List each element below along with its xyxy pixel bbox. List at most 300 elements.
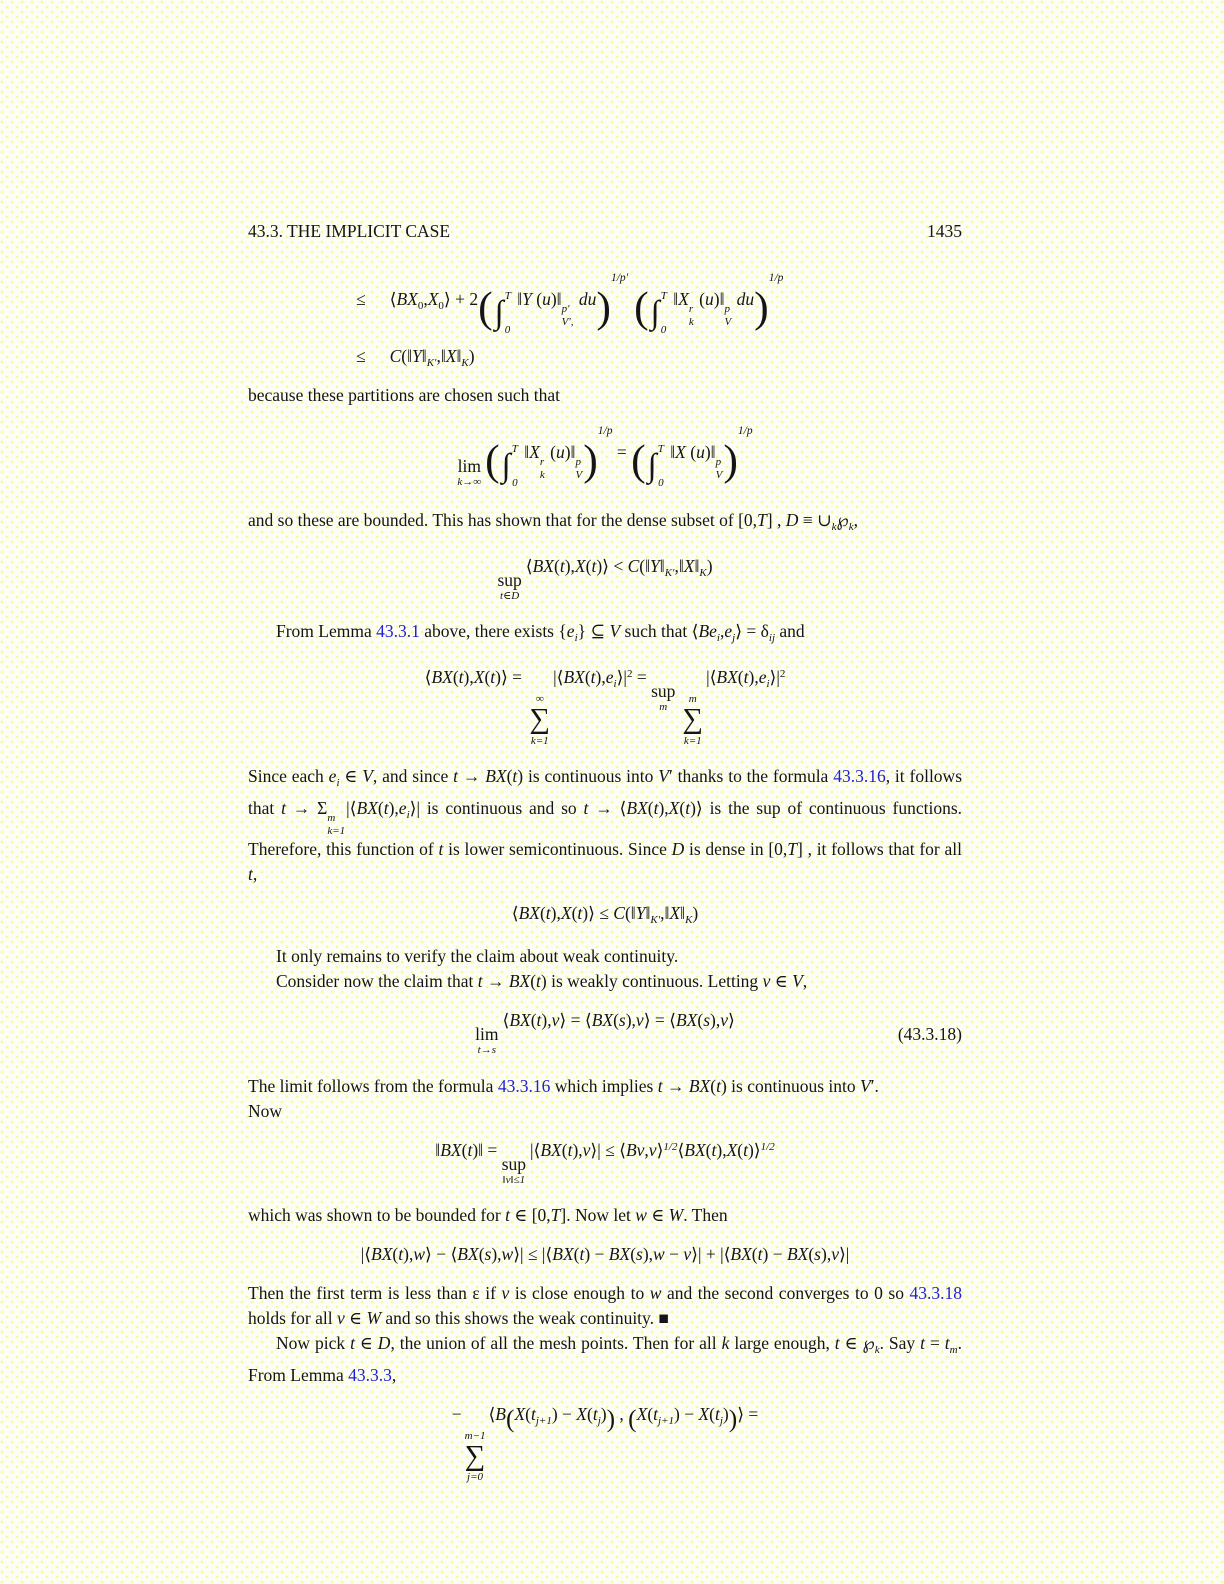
math-t: ( (554, 555, 560, 576)
math-sub: j+1 (658, 1414, 674, 1427)
math-t: ( (630, 1244, 637, 1265)
math-und: sup t∈D (497, 569, 522, 602)
math-t: holds for all (248, 1307, 337, 1328)
math-t: |⟨ (530, 1139, 541, 1160)
math-sub: i (336, 777, 340, 790)
math-und: sup m (651, 681, 676, 714)
display-eq-mesh-sum (248, 1405, 962, 1484)
math-t: Since each (248, 766, 329, 787)
math-big: ( (631, 436, 646, 485)
math-i: D (377, 1332, 391, 1353)
math-t: ( (506, 766, 513, 787)
math-i: BX (552, 1244, 574, 1265)
math-i: du (732, 289, 755, 309)
math-i: BX (591, 1009, 614, 1030)
math-i: u (705, 289, 714, 309)
math-sub: K (461, 356, 469, 369)
math-i: t (490, 667, 496, 688)
math-sum: m−1 ∑ j=0 (464, 1429, 486, 1484)
math-i: s (703, 1009, 711, 1030)
math-t: ⟩ = δ (735, 621, 769, 642)
math-t: Then the first term is less than ε if (248, 1282, 502, 1303)
math-t: ) (722, 1403, 729, 1424)
math-t: ≤ (356, 345, 366, 366)
math-t: |⟨ (360, 1244, 372, 1265)
para-now-pick (248, 1331, 962, 1388)
math-big: ) (606, 1404, 616, 1433)
math-t: ⟩ = ⟨ (643, 1009, 676, 1030)
math-t: is continuous and so (419, 798, 584, 819)
math-i: X (636, 1403, 648, 1424)
math-i: t (559, 555, 565, 576)
math-und: lim k→∞ (457, 456, 482, 489)
math-t: , (853, 509, 858, 530)
math-i: X (669, 903, 681, 924)
math-t: ⟨ (511, 903, 519, 924)
math-t: ⟩| ≤ ⟨ (590, 1139, 626, 1160)
math-i: t (711, 1139, 717, 1160)
math-sub: i (613, 678, 617, 691)
display-eq-43-3-18 (248, 1011, 962, 1057)
math-t: is close enough to (509, 1282, 650, 1303)
math-t: ∈ (339, 766, 363, 787)
math-sub: i (716, 632, 720, 645)
math-t: , (423, 289, 428, 309)
math-i: X (698, 1403, 710, 1424)
math-t: ( (461, 1139, 468, 1160)
math-t: ⟩ − ⟨ (425, 1244, 458, 1265)
math-t: ) (403, 1244, 409, 1265)
math-i: X (678, 289, 689, 309)
math-i: t (579, 1244, 585, 1265)
math-i: u (542, 289, 551, 309)
math-t: )⟩ = (495, 667, 527, 688)
math-t: ⟨ (525, 555, 533, 576)
math-t: , it follows that (248, 766, 963, 819)
math-i: t (653, 1403, 659, 1424)
math-t: = (925, 1332, 945, 1353)
math-big: ( (485, 436, 500, 485)
math-t: ,‖ (436, 345, 446, 366)
math-t: , (601, 667, 606, 688)
math-i: t (757, 1244, 763, 1265)
math-bsup: 1/p (768, 272, 784, 284)
math-big: ( (478, 283, 493, 332)
display-eq-limit (248, 425, 962, 491)
para-bounded-for-t (248, 1203, 962, 1228)
math-i: Y (635, 903, 646, 924)
math-t: , (754, 667, 759, 688)
math-t: ( (808, 1244, 815, 1265)
math-i: t (248, 864, 253, 885)
math-t: ‖ (665, 442, 676, 463)
math-i: BX (371, 1244, 393, 1265)
math-t: ) (748, 667, 755, 688)
math-t: ∈ (839, 1332, 863, 1353)
math-t: ⟨ (488, 1403, 496, 1424)
math-i: t (477, 970, 483, 991)
math-i: X (576, 1403, 587, 1424)
math-t: ( (561, 1139, 568, 1160)
math-i: t (545, 903, 551, 924)
math-big: ) (728, 1404, 738, 1433)
math-i: s (814, 1244, 821, 1265)
math-i: V (362, 766, 373, 787)
math-big: ) (583, 436, 598, 485)
math-ss: p V (724, 303, 732, 328)
math-t: ‖ (659, 555, 665, 576)
math-t: → (457, 766, 486, 787)
display-eq-sum (248, 668, 962, 747)
math-ss: r k (688, 303, 694, 328)
math-t: ) (550, 903, 557, 924)
math-t: ′ thanks to the formula (668, 766, 834, 787)
math-i: t (592, 1403, 598, 1424)
display-eq-norm-sup (248, 1141, 962, 1187)
para-limit-follows (248, 1074, 962, 1124)
math-t: is dense in [0, (684, 839, 788, 860)
math-t: |⟨ (553, 667, 564, 688)
math-i: T (550, 1205, 561, 1226)
math-t: ) (463, 667, 470, 688)
math-i: BX (518, 903, 540, 924)
math-t: which was shown to be bounded for (248, 1205, 506, 1226)
math-t: , (826, 1244, 832, 1265)
math-i: t (567, 1139, 573, 1160)
qed-square: ■ (658, 1307, 669, 1328)
math-t: ⟩| ≤ |⟨ (513, 1244, 553, 1265)
math-t: ⟩ (728, 1009, 735, 1030)
math-t: From Lemma (276, 621, 377, 642)
math-t: ‖ (645, 903, 651, 924)
math-t: [0, (738, 509, 758, 530)
math-t: ) (642, 1244, 649, 1265)
math-und: sup ‖v‖≤1 (501, 1153, 526, 1186)
math-t: , (408, 1244, 414, 1265)
script-P: ℘ (862, 1332, 875, 1353)
math-i: w (635, 1205, 647, 1226)
math-t: , (556, 903, 561, 924)
math-i: V (609, 621, 621, 642)
math-sub: k (848, 520, 854, 533)
math-t: ∈ (354, 1332, 378, 1353)
math-t: |⟨ (346, 798, 357, 819)
math-sub: j+1 (535, 1414, 552, 1427)
math-i: X (427, 289, 439, 309)
math-t: , (578, 1139, 583, 1160)
math-t: ( (377, 798, 384, 819)
math-sub: k (874, 1343, 880, 1356)
math-i: v (831, 1244, 839, 1265)
math-t: and (775, 621, 805, 642)
math-t: ( (478, 1244, 485, 1265)
math-t: , (644, 1139, 649, 1160)
math-sub: m (949, 1343, 958, 1356)
math-t: )‖ (704, 442, 716, 463)
math-t: is continuous into (523, 766, 659, 787)
math-t: is continuous into (726, 1075, 860, 1096)
math-i: W (668, 1205, 684, 1226)
math-i: e (328, 766, 337, 787)
math-i: X (668, 798, 680, 819)
math-i: t (591, 555, 597, 576)
math-i: X (574, 555, 586, 576)
math-t: ‖ (512, 289, 523, 309)
math-t: ( (709, 1403, 715, 1424)
para-consider (248, 969, 962, 994)
math-sub: ij (768, 632, 776, 645)
math-t: , (802, 970, 808, 991)
math-i: v (648, 1139, 657, 1160)
math-i: BX (540, 1139, 562, 1160)
math-t: ) (541, 1009, 548, 1030)
math-t: − (557, 1403, 577, 1424)
math-t: ( (539, 903, 546, 924)
math-i: BX (675, 1009, 698, 1030)
math-t: ) (564, 555, 571, 576)
math-i: BX (716, 667, 738, 688)
math-t: and so these are bounded. This has shown that for the dense subset of (248, 509, 739, 530)
math-t: , (631, 1009, 636, 1030)
math-i: BX (457, 1244, 479, 1265)
math-i: T (757, 509, 767, 530)
math-i: e (398, 798, 407, 819)
math-t: (‖ (624, 903, 636, 924)
math-i: C (389, 345, 402, 366)
math-t: ( (697, 1009, 704, 1030)
ref-link-43.3.16[interactable]: 43.3.16 (833, 766, 886, 787)
math-sup: 1/2 (760, 1140, 775, 1153)
math-t: ( (530, 970, 537, 991)
math-t: ‖ (694, 555, 700, 576)
math-sub: K′ (426, 356, 437, 369)
ref-link-43.3.16[interactable]: 43.3.16 (497, 1075, 551, 1096)
math-t: ‖ (668, 289, 679, 309)
math-i: B (495, 1403, 506, 1424)
math-sum: ∞ ∑ k=1 (529, 693, 551, 747)
math-int: ∫ T 0 (647, 442, 664, 489)
math-sub: K′ (650, 914, 661, 927)
math-i: X (560, 903, 572, 924)
math-i: s (636, 1244, 643, 1265)
math-i: t (834, 1332, 840, 1353)
math-ss: p V (575, 456, 583, 481)
math-i: t (383, 798, 389, 819)
math-t: . Say (879, 1332, 921, 1353)
math-t: − (590, 1244, 609, 1265)
math-ss: r k (539, 456, 545, 481)
math-i: t (743, 1139, 748, 1160)
math-i: t (438, 839, 444, 860)
math-t: , (648, 1244, 654, 1265)
math-i: C (627, 555, 640, 576)
math-ss: p V (715, 456, 723, 481)
math-i: e (605, 667, 614, 688)
math-sub: K′ (664, 566, 675, 579)
math-t: and the second converges to 0 so (661, 1282, 910, 1303)
math-i: t (512, 766, 518, 787)
math-t: )⟩ < (596, 555, 628, 576)
math-big: ) (723, 436, 738, 485)
math-t: ) (491, 1244, 498, 1265)
math-i: X (726, 1139, 738, 1160)
math-t: ) (706, 555, 713, 576)
math-t: , (664, 798, 669, 819)
math-t: Consider now the claim that (276, 970, 478, 991)
math-i: BX (563, 667, 585, 688)
math-t: , (391, 1364, 397, 1385)
math-t: ⟩ (656, 1139, 664, 1160)
math-i: t (714, 1403, 720, 1424)
running-header (248, 221, 962, 242)
math-t: ( (710, 1075, 717, 1096)
math-i: BX (508, 970, 531, 991)
math-i: u (696, 442, 705, 463)
math-t: ∈ (646, 1205, 669, 1226)
math-t: , (394, 798, 399, 819)
math-t: ∈ (770, 970, 793, 991)
math-t: such that ⟨ (620, 621, 699, 642)
math-t: )‖ = (472, 1139, 502, 1160)
math-t: ( (613, 1009, 619, 1030)
math-t: ) (692, 903, 699, 924)
math-t: ( (737, 1139, 744, 1160)
math-t: ,‖ (660, 903, 670, 924)
math-t: − (664, 1244, 684, 1265)
math-t: = (612, 442, 632, 463)
math-t: ,‖ (674, 555, 684, 576)
math-i: t (453, 766, 458, 787)
math-i: w (413, 1244, 426, 1265)
math-t: } ⊆ (577, 621, 610, 642)
ref-link-43.3.3[interactable]: 43.3.3 (348, 1364, 392, 1385)
math-i: t (657, 1075, 663, 1096)
math-t: ) (710, 1009, 716, 1030)
math-t: )‖ (564, 442, 576, 463)
ref-link-43.3.18[interactable]: 43.3.18 (909, 1282, 962, 1303)
equation-tag: (43.3.18) (897, 1023, 962, 1044)
math-t: ⟩| (838, 1244, 850, 1265)
para-since-each (248, 764, 962, 887)
math-t: )⟩ (747, 1139, 761, 1160)
math-t: ( (679, 798, 686, 819)
math-t: ) (572, 1139, 579, 1160)
math-i: u (555, 442, 565, 463)
math-sub: 0 (417, 300, 424, 312)
math-i: k (721, 1332, 730, 1353)
math-t: It only remains to verify the claim about weak continuity. (276, 945, 679, 966)
math-sub: K (685, 914, 693, 927)
math-sup: 2 (779, 668, 786, 681)
math-i: e (724, 621, 733, 642)
math-t: ( (705, 1139, 712, 1160)
math-t: ) (762, 1244, 769, 1265)
math-i: BX (626, 798, 648, 819)
math-i: BX (684, 1139, 706, 1160)
math-i: v (683, 1244, 692, 1265)
math-i: BX (608, 1244, 631, 1265)
math-t: ⟩ + 2 (443, 289, 479, 309)
math-bsup: 1/p′ (610, 272, 629, 284)
math-i: t (716, 1075, 721, 1096)
math-i: Bv (625, 1139, 645, 1160)
para-bounded (248, 508, 962, 540)
para-from-lemma (248, 619, 962, 651)
math-t: Now pick (276, 1332, 351, 1353)
ref-link-43.3.1[interactable]: 43.3.1 (376, 621, 420, 642)
math-i: W (366, 1307, 382, 1328)
math-t: ) (551, 1403, 558, 1424)
math-t: ) (595, 667, 602, 688)
math-i: BX (356, 798, 378, 819)
math-i: t (536, 970, 541, 991)
math-t: ( (484, 667, 491, 688)
math-i: Y (522, 289, 532, 309)
math-sub: i (766, 678, 770, 691)
math-i: BX (688, 1075, 711, 1096)
math-ss: p′ V′, (561, 303, 574, 328)
math-i: t (505, 1205, 510, 1226)
math-sub: j (719, 1414, 723, 1427)
math-t: )‖ (713, 289, 725, 309)
math-t: ) (517, 766, 524, 787)
math-i: t (281, 798, 286, 819)
math-t: ⟩ = (737, 1403, 759, 1424)
math-t: − (679, 1403, 699, 1424)
math-und: lim t→s (475, 1023, 499, 1057)
math-i: BX (730, 1244, 752, 1265)
math-i: v (551, 1009, 560, 1030)
math-t: ∈ [0, (509, 1205, 551, 1226)
math-sup: 2 (626, 668, 633, 681)
page-content (248, 221, 962, 1501)
math-t: and so this shows the weak continuity. (381, 1307, 659, 1328)
math-t: ⟩ = ⟨ (559, 1009, 592, 1030)
section-title: 43.3. THE IMPLICIT CASE (248, 221, 451, 241)
math-t: ⟩| (616, 667, 627, 688)
math-i: BX (440, 1139, 462, 1160)
math-i: t (944, 1332, 950, 1353)
math-i: w (649, 1282, 662, 1303)
math-i: D (671, 839, 685, 860)
math-t: ‖ (680, 903, 686, 924)
math-bsup: 1/p (737, 425, 753, 438)
math-i: e (758, 667, 767, 688)
math-t: ( (530, 1009, 537, 1030)
math-i: BX (786, 1244, 809, 1265)
math-i: t (398, 1244, 404, 1265)
math-t: , (252, 864, 258, 885)
math-i: t (590, 667, 596, 688)
math-t: ≡ ∪ (798, 509, 832, 530)
math-t: ( (525, 1403, 531, 1424)
math-t: ⟨ (677, 1139, 685, 1160)
math-t: ) (674, 1403, 680, 1424)
math-i: V (658, 766, 669, 787)
math-i: BX (485, 766, 507, 787)
math-sub: K (699, 566, 707, 579)
math-sub: 0 (438, 300, 444, 312)
math-t: → ⟨ (588, 798, 627, 819)
math-i: s (484, 1244, 492, 1265)
math-i: e (566, 621, 575, 642)
math-t: , (497, 1244, 502, 1265)
math-i: t (530, 1403, 536, 1424)
math-t: ) (820, 1244, 827, 1265)
math-t: ( (585, 555, 592, 576)
math-i: v (582, 1139, 591, 1160)
math-t: ( (586, 1403, 593, 1424)
